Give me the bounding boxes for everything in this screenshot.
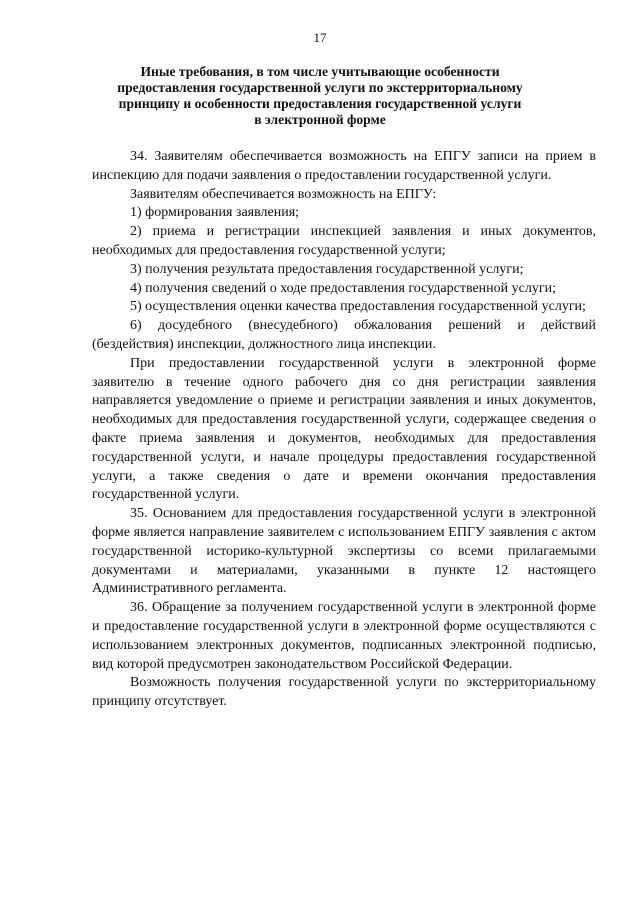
- section-heading: [95, 64, 545, 128]
- heading-line: Иные требования, в том числе учитывающие особенности: [140, 64, 500, 79]
- page-number: 17: [313, 30, 327, 45]
- paragraph-36: 36. Обращение за получением государственной услуги в электронной форме и предоставление государственной услуги в электронной форме осуществляются с использованием электронных документов, подписанных электронной подписью, вид которой предусмотрен законодательством Российской Федерации.: [92, 600, 596, 672]
- heading-line: в электронной форме: [254, 112, 386, 127]
- list-item-4: 4) получения сведений о ходе предоставления государственной услуги;: [130, 280, 556, 296]
- list-item-2: 2) приема и регистрации инспекцией заявления и иных документов, необходимых для предоставления государственной услуги;: [92, 224, 596, 258]
- paragraph-35: 35. Основанием для предоставления государственной услуги в электронной форме является направление заявителем с использованием ЕПГУ заявления с актом государственной историко-культурной экспертизы со всеми прилагаемыми документами и материалами, указанными в пункте 12 настоящего Административного регламента.: [92, 506, 596, 597]
- heading-line: предоставления государственной услуги по экстерриториальному: [117, 80, 523, 95]
- paragraph-epgu-intro: Заявителям обеспечивается возможность на ЕПГУ:: [130, 186, 437, 202]
- heading-line: принципу и особенности предоставления государственной услуги: [118, 96, 522, 111]
- list-item-5: 5) осуществления оценки качества предоставления государственной услуги;: [130, 299, 586, 315]
- paragraph-notification: При предоставлении государственной услуги в электронной форме заявителю в течение одного рабочего дня со дня регистрации заявления направляется уведомление о приеме и регистрации заявления и иных документов, необходимых для предоставления государственной услуги, содержащее сведения о факте приема заявления и документов, необходимых для предоставления государственной услуги, и начале процедуры предоставления государственной услуги, а также сведения о дате и времени окончания предоставления государственной услуги.: [92, 355, 596, 503]
- list-item-3: 3) получения результата предоставления государственной услуги;: [130, 261, 524, 277]
- paragraph-34: 34. Заявителям обеспечивается возможность на ЕПГУ записи на прием в инспекцию для подачи заявления о предоставлении государственной услуги.: [92, 149, 596, 183]
- paragraph-extraterritorial: Возможность получения государственной услуги по экстерриториальному принципу отсутствует.: [92, 675, 596, 710]
- list-item-1: 1) формирования заявления;: [130, 205, 300, 221]
- list-item-6: 6) досудебного (внесудебного) обжалования решений и действий (бездействия) инспекции, должностного лица инспекции.: [92, 318, 596, 352]
- document-body: [92, 148, 596, 712]
